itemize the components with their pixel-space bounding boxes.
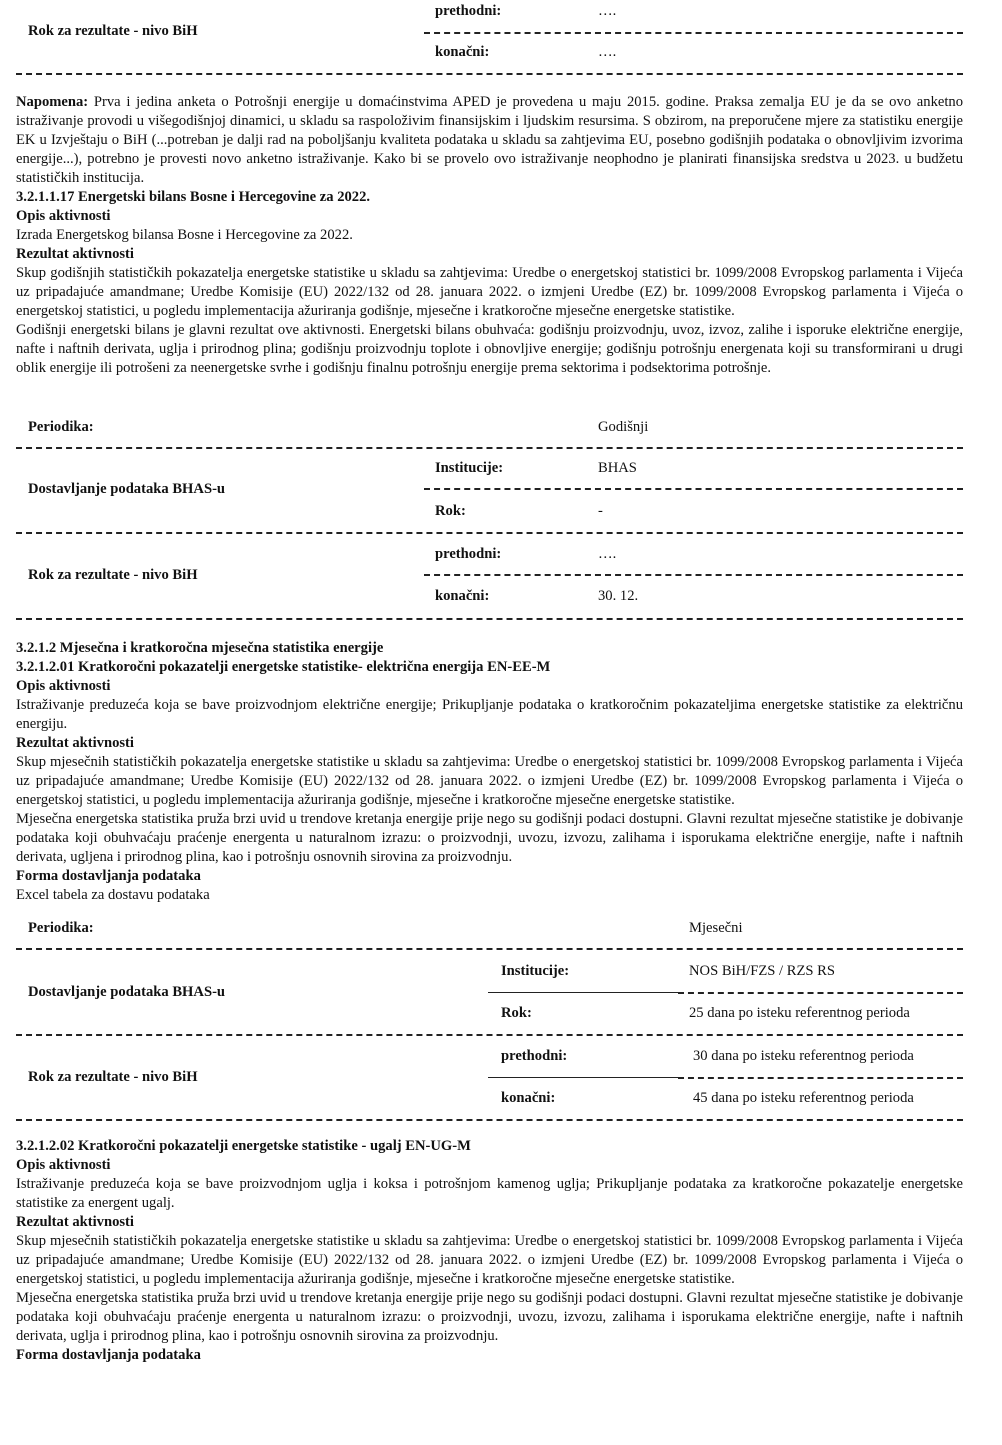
institucije-value: NOS BiH/FZS / RZS RS bbox=[689, 963, 835, 979]
dostavljanje-label: Dostavljanje podataka BHAS-u bbox=[28, 481, 226, 497]
periodika-value: Godišnji bbox=[598, 419, 649, 435]
periodika-label: Periodika: bbox=[28, 920, 94, 936]
rok-rezultate-label: Rok za rezultate - nivo BiH bbox=[28, 567, 198, 583]
prethodni-value: …. bbox=[598, 3, 617, 19]
institucije-label: Institucije: bbox=[501, 963, 570, 979]
rezultat-paragraph: Skup godišnjih statističkih pokazatelja energetske statistike u skladu sa zahtjevima: Uredbe o energetskoj statistici br. 1099/2008 Evropskog parlamenta i Vijeća uz pripadajuće amandmane; Uredbe Komisije (EU) 2022/132 od 28. januara 2022. o izmjeni Uredbe (EZ) br. 1099/2008 Evropskog parlamenta i Vijeća o energetskoj statistici, u pogledu implementacija ažuriranja godišnje, mjesečne i kratkoročne mjesečne energetske statistike. bbox=[16, 265, 963, 319]
konacni-label: konačni: bbox=[435, 44, 490, 60]
rezultat-label: Rezultat aktivnosti bbox=[16, 246, 134, 262]
divider bbox=[488, 1077, 678, 1078]
forma-label: Forma dostavljanja podataka bbox=[16, 1347, 201, 1363]
periodika-value: Mjesečni bbox=[689, 920, 743, 936]
prethodni-value: …. bbox=[598, 546, 617, 562]
opis-label: Opis aktivnosti bbox=[16, 208, 111, 224]
konacni-value: 30. 12. bbox=[598, 588, 639, 604]
opis-text: Izrada Energetskog bilansa Bosne i Hercegovine za 2022. bbox=[16, 227, 353, 243]
konacni-label: konačni: bbox=[501, 1090, 556, 1106]
divider bbox=[16, 447, 963, 449]
konacni-value: 45 dana po isteku referentnog perioda bbox=[693, 1090, 914, 1106]
rezultat-paragraph: Mjesečna energetska statistika pruža brzi uvid u trendove kretanja energije prije nego su godišnji podaci dostupni. Glavni rezultat mjesečne statistike je dobivanje podataka koji obuhvaćaju praćenje energenta u naturalnom izrazu: o proizvodnji, uvozu, izvozu, zalihama i isporukama električne energije, nafte i naftnih derivata, ugljena i prirodnog plina, kao i potrošnju osnovnih sirovina za proizvodnju. bbox=[16, 811, 963, 865]
rok-value: - bbox=[598, 503, 603, 519]
section-heading: 3.2.1.2 Mjesečna i kratkoročna mjesečna statistika energije bbox=[16, 640, 384, 656]
institucije-label: Institucije: bbox=[435, 460, 504, 476]
rok-rezultate-label: Rok za rezultate - nivo BiH bbox=[28, 1069, 198, 1085]
forma-label: Forma dostavljanja podataka bbox=[16, 868, 201, 884]
prethodni-label: prethodni: bbox=[501, 1048, 568, 1064]
napomena-label: Napomena: bbox=[16, 94, 89, 110]
section-heading: 3.2.1.2.01 Kratkoročni pokazatelji energetske statistike- električna energija EN-EE-M bbox=[16, 659, 551, 675]
rok-label: Rok: bbox=[435, 503, 466, 519]
napomena-text: Prva i jedina anketa o Potrošnji energije u domaćinstvima APED je provedena u maju 2015. godine. Praksa zemalja EU je da se ovo anketno istraživanje provodi u višegodišnjoj dinamici, u skladu sa raspoloživim finansijskim i ljudskim resursima. S obzirom, na preporučene mjere za statistiku energije EK u Izvještaju o BiH (...potreban je dalji rad na poboljšanju kvaliteta podataka u skladu sa zahtjevima EU, posebno godišnjih podataka o obnovljivim izvorima energije...), potrebno je provesti novo anketno istraživanje. Kako bi se provelo ovo istraživanje neophodno je planirati finansijska sredstva u 2023. u budžetu statističkih institucija. bbox=[16, 94, 963, 186]
divider bbox=[16, 1034, 963, 1036]
divider bbox=[424, 32, 963, 34]
divider bbox=[424, 574, 963, 576]
opis-label: Opis aktivnosti bbox=[16, 678, 111, 694]
opis-text: Istraživanje preduzeća koja se bave proizvodnjom uglja i koksa i potrošnjom kamenog uglja; Prikupljanje podataka za kratkoročne pokazatelje energetske statistike za energent ugalj. bbox=[16, 1176, 963, 1211]
divider bbox=[678, 992, 963, 994]
divider bbox=[16, 532, 963, 534]
opis-text: Istraživanje preduzeća koja se bave proizvodnjom električne energije; Prikupljanje podataka o kratkoročnim pokazateljima energetske statistike za električnu energiju. bbox=[16, 697, 963, 732]
divider bbox=[16, 948, 963, 950]
top-deadline-table bbox=[16, 0, 963, 84]
prethodni-value: 30 dana po isteku referentnog perioda bbox=[693, 1048, 914, 1064]
divider bbox=[488, 992, 678, 993]
rezultat-paragraph: Mjesečna energetska statistika pruža brzi uvid u trendove kretanja energije prije nego su godišnji podaci dostupni. Glavni rezultat mjesečne statistike je dobivanje podataka koji obuhvaćaju praćenje energenta u naturalnom izrazu: o proizvodnji, uvozu, izvozu, zalihama i isporukama električne energije, nafte i naftnih derivata, uglja i prirodnog plina, kao i potrošnju osnovnih sirovina za proizvodnju. bbox=[16, 1290, 963, 1344]
divider bbox=[16, 73, 963, 75]
forma-text: Excel tabela za dostavu podataka bbox=[16, 887, 210, 903]
rok-label: Rok: bbox=[501, 1005, 532, 1021]
rezultat-paragraph: Godišnji energetski bilans je glavni rezultat ove aktivnosti. Energetski bilans obuhvaća: godišnju proizvodnju, uvoz, izvoz, zalihe i isporuke električne energije, nafte i naftnih derivata, uglja i prirodnog plina; godišnju proizvodnju toplote i obnovljive energije; godišnju potrošnju energenata koji su transformirani u drugi oblik energije ili potrošeni za neenergetske svrhe i godišnju finalnu potrošnju energije prema sektorima i podsektorima potrošnje. bbox=[16, 322, 963, 376]
section-heading: 3.2.1.2.02 Kratkoročni pokazatelji energetske statistike - ugalj EN-UG-M bbox=[16, 1138, 471, 1154]
rezultat-paragraph: Skup mjesečnih statističkih pokazatelja energetske statistike u skladu sa zahtjevima: Uredbe o energetskoj statistici br. 1099/2008 Evropskog parlamenta i Vijeća uz pripadajuće amandmane; Uredbe Komisije (EU) 2022/132 od 28. januara 2022. o izmjeni Uredbe (EZ) br. 1099/2008 Evropskog parlamenta i Vijeća o energetskoj statistici, u pogledu implementacija ažuriranja godišnje, mjesečne i kratkoročne mjesečne energetske statistike. bbox=[16, 754, 963, 808]
meta-table-mjesecni bbox=[16, 907, 963, 1137]
divider bbox=[16, 618, 963, 620]
institucije-value: BHAS bbox=[598, 460, 637, 476]
konacni-label: konačni: bbox=[435, 588, 490, 604]
prethodni-label: prethodni: bbox=[435, 3, 502, 19]
section-heading: 3.2.1.1.17 Energetski bilans Bosne i Hercegovine za 2022. bbox=[16, 189, 371, 205]
rezultat-label: Rezultat aktivnosti bbox=[16, 1214, 134, 1230]
prethodni-label: prethodni: bbox=[435, 546, 502, 562]
divider bbox=[424, 488, 963, 490]
divider bbox=[678, 1077, 963, 1079]
napomena-paragraph bbox=[16, 93, 963, 188]
dostavljanje-label: Dostavljanje podataka BHAS-u bbox=[28, 984, 226, 1000]
meta-table-godisnji bbox=[16, 403, 963, 639]
rok-value: 25 dana po isteku referentnog perioda bbox=[689, 1005, 910, 1021]
periodika-label: Periodika: bbox=[28, 419, 94, 435]
rezultat-paragraph: Skup mjesečnih statističkih pokazatelja energetske statistike u skladu sa zahtjevima: Uredbe o energetskoj statistici br. 1099/2008 Evropskog parlamenta i Vijeća uz pripadajuće amandmane; Uredbe Komisije (EU) 2022/132 od 28. januara 2022. o izmjeni Uredbe (EZ) br. 1099/2008 Evropskog parlamenta i Vijeća o energetskoj statistici, u pogledu implementacija ažuriranja godišnje, mjesečne i kratkoročne mjesečne energetske statistike. bbox=[16, 1233, 963, 1287]
konacni-value: …. bbox=[598, 44, 617, 60]
rok-rezultate-label: Rok za rezultate - nivo BiH bbox=[28, 23, 198, 39]
divider bbox=[16, 1119, 963, 1121]
rezultat-label: Rezultat aktivnosti bbox=[16, 735, 134, 751]
opis-label: Opis aktivnosti bbox=[16, 1157, 111, 1173]
document-page bbox=[16, 0, 963, 1365]
